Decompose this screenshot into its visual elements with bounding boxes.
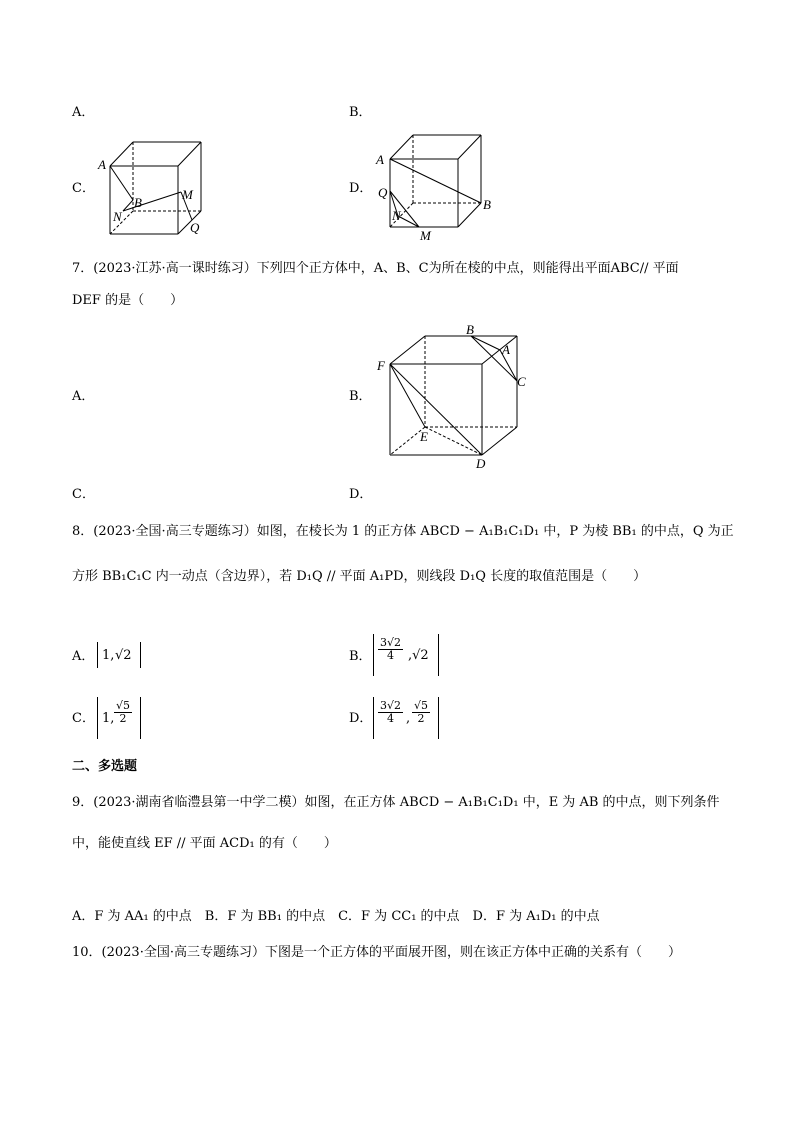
q8-option-a-interval <box>97 642 141 668</box>
q8-option-c-interval <box>97 697 141 739</box>
q8-d-numerator-2: √5 <box>414 699 429 712</box>
q8-c-numerator: √5 <box>116 699 131 712</box>
label-7b-e: E <box>420 429 428 444</box>
q10-stem-line1: 10．(2023·全国·高三专题练习）下图是一个正方体的平面展开图，则在该正方体中正确的关系有（ ） <box>72 945 681 960</box>
label-6c-q: Q <box>190 220 200 235</box>
q8-option-b-interval <box>373 634 439 676</box>
q8-option-a: A． <box>72 649 95 664</box>
q8-d-fraction-2 <box>412 700 430 725</box>
q8-option-c: C． <box>72 711 95 726</box>
q7-stem-line2: DEF 的是（ ） <box>72 293 184 308</box>
q6-option-c: C． <box>72 181 95 196</box>
q8-c-lower: 1, <box>102 711 115 726</box>
q7-option-d: D． <box>349 487 373 502</box>
q8-b-upper: ,√2 <box>408 648 429 663</box>
q8-c-denominator: 2 <box>119 712 127 726</box>
section-title: 二、多选题 <box>72 759 138 774</box>
q7-option-c: C． <box>72 487 95 502</box>
q6-option-d: D． <box>349 181 373 196</box>
label-6c-a: A <box>98 157 106 172</box>
q8-c-fraction <box>114 700 132 725</box>
q8-d-denominator-2: 2 <box>417 712 425 726</box>
q7-option-b: B． <box>349 389 372 404</box>
label-7b-a: A <box>502 342 510 357</box>
label-7b-d: D <box>476 456 486 471</box>
q9-stem-line2: 中，能使直线 EF // 平面 ACD₁ 的有（ ） <box>72 836 337 851</box>
label-6c-b: B <box>134 195 142 210</box>
q8-b-fraction <box>378 637 403 662</box>
label-7b-b: B <box>466 322 474 337</box>
q8-d-numerator-1: 3√2 <box>380 699 402 712</box>
label-6d-m: M <box>420 228 431 243</box>
q9-options: A．F 为 AA₁ 的中点 B．F 为 BB₁ 的中点 C．F 为 CC₁ 的中点 D．F 为 A₁D₁ 的中点 <box>72 909 600 924</box>
q7-option-a: A． <box>72 389 95 404</box>
q8-b-numerator: 3√2 <box>380 636 402 649</box>
q8-d-fraction-1 <box>378 700 403 725</box>
q7-stem-line1: 7．(2023·江苏·高一课时练习）下列四个正方体中，A、B、C为所在棱的中点，则能得出平面ABC// 平面 <box>72 261 679 276</box>
q8-stem-line2: 方形 BB₁C₁C 内一动点（含边界），若 D₁Q // 平面 A₁PD，则线段 D₁Q 长度的取值范围是（ ） <box>72 569 647 584</box>
label-6c-n: N <box>113 209 122 224</box>
q6-option-a: A． <box>72 105 95 120</box>
q6-option-b: B． <box>349 105 372 120</box>
q8-a-upper: √2 <box>115 648 132 663</box>
q8-d-denominator-1: 4 <box>387 712 394 726</box>
q9-stem-line1: 9．(2023·湖南省临澧县第一中学二模）如图，在正方体 ABCD − A₁B₁C₁D₁ 中，E 为 AB 的中点，则下列条件 <box>72 795 720 810</box>
label-7b-c: C <box>517 374 526 389</box>
q8-d-comma: , <box>406 711 411 726</box>
q8-a-lower: 1, <box>102 648 115 663</box>
label-6d-n: N <box>392 208 401 223</box>
label-7b-f: F <box>377 358 385 373</box>
label-6d-a: A <box>376 152 384 167</box>
q8-option-d: D． <box>349 711 373 726</box>
cube-figure-7b <box>0 0 1 1</box>
q8-b-denominator: 4 <box>387 649 394 663</box>
label-6c-m: M <box>182 187 193 202</box>
q8-option-b: B． <box>349 649 372 664</box>
q8-option-d-interval <box>373 697 439 739</box>
label-6d-q: Q <box>378 185 388 200</box>
q8-stem-line1: 8．(2023·全国·高三专题练习）如图，在棱长为 1 的正方体 ABCD − A₁B₁C₁D₁ 中，P 为棱 BB₁ 的中点，Q 为正 <box>72 524 734 539</box>
label-6d-b: B <box>483 197 491 212</box>
